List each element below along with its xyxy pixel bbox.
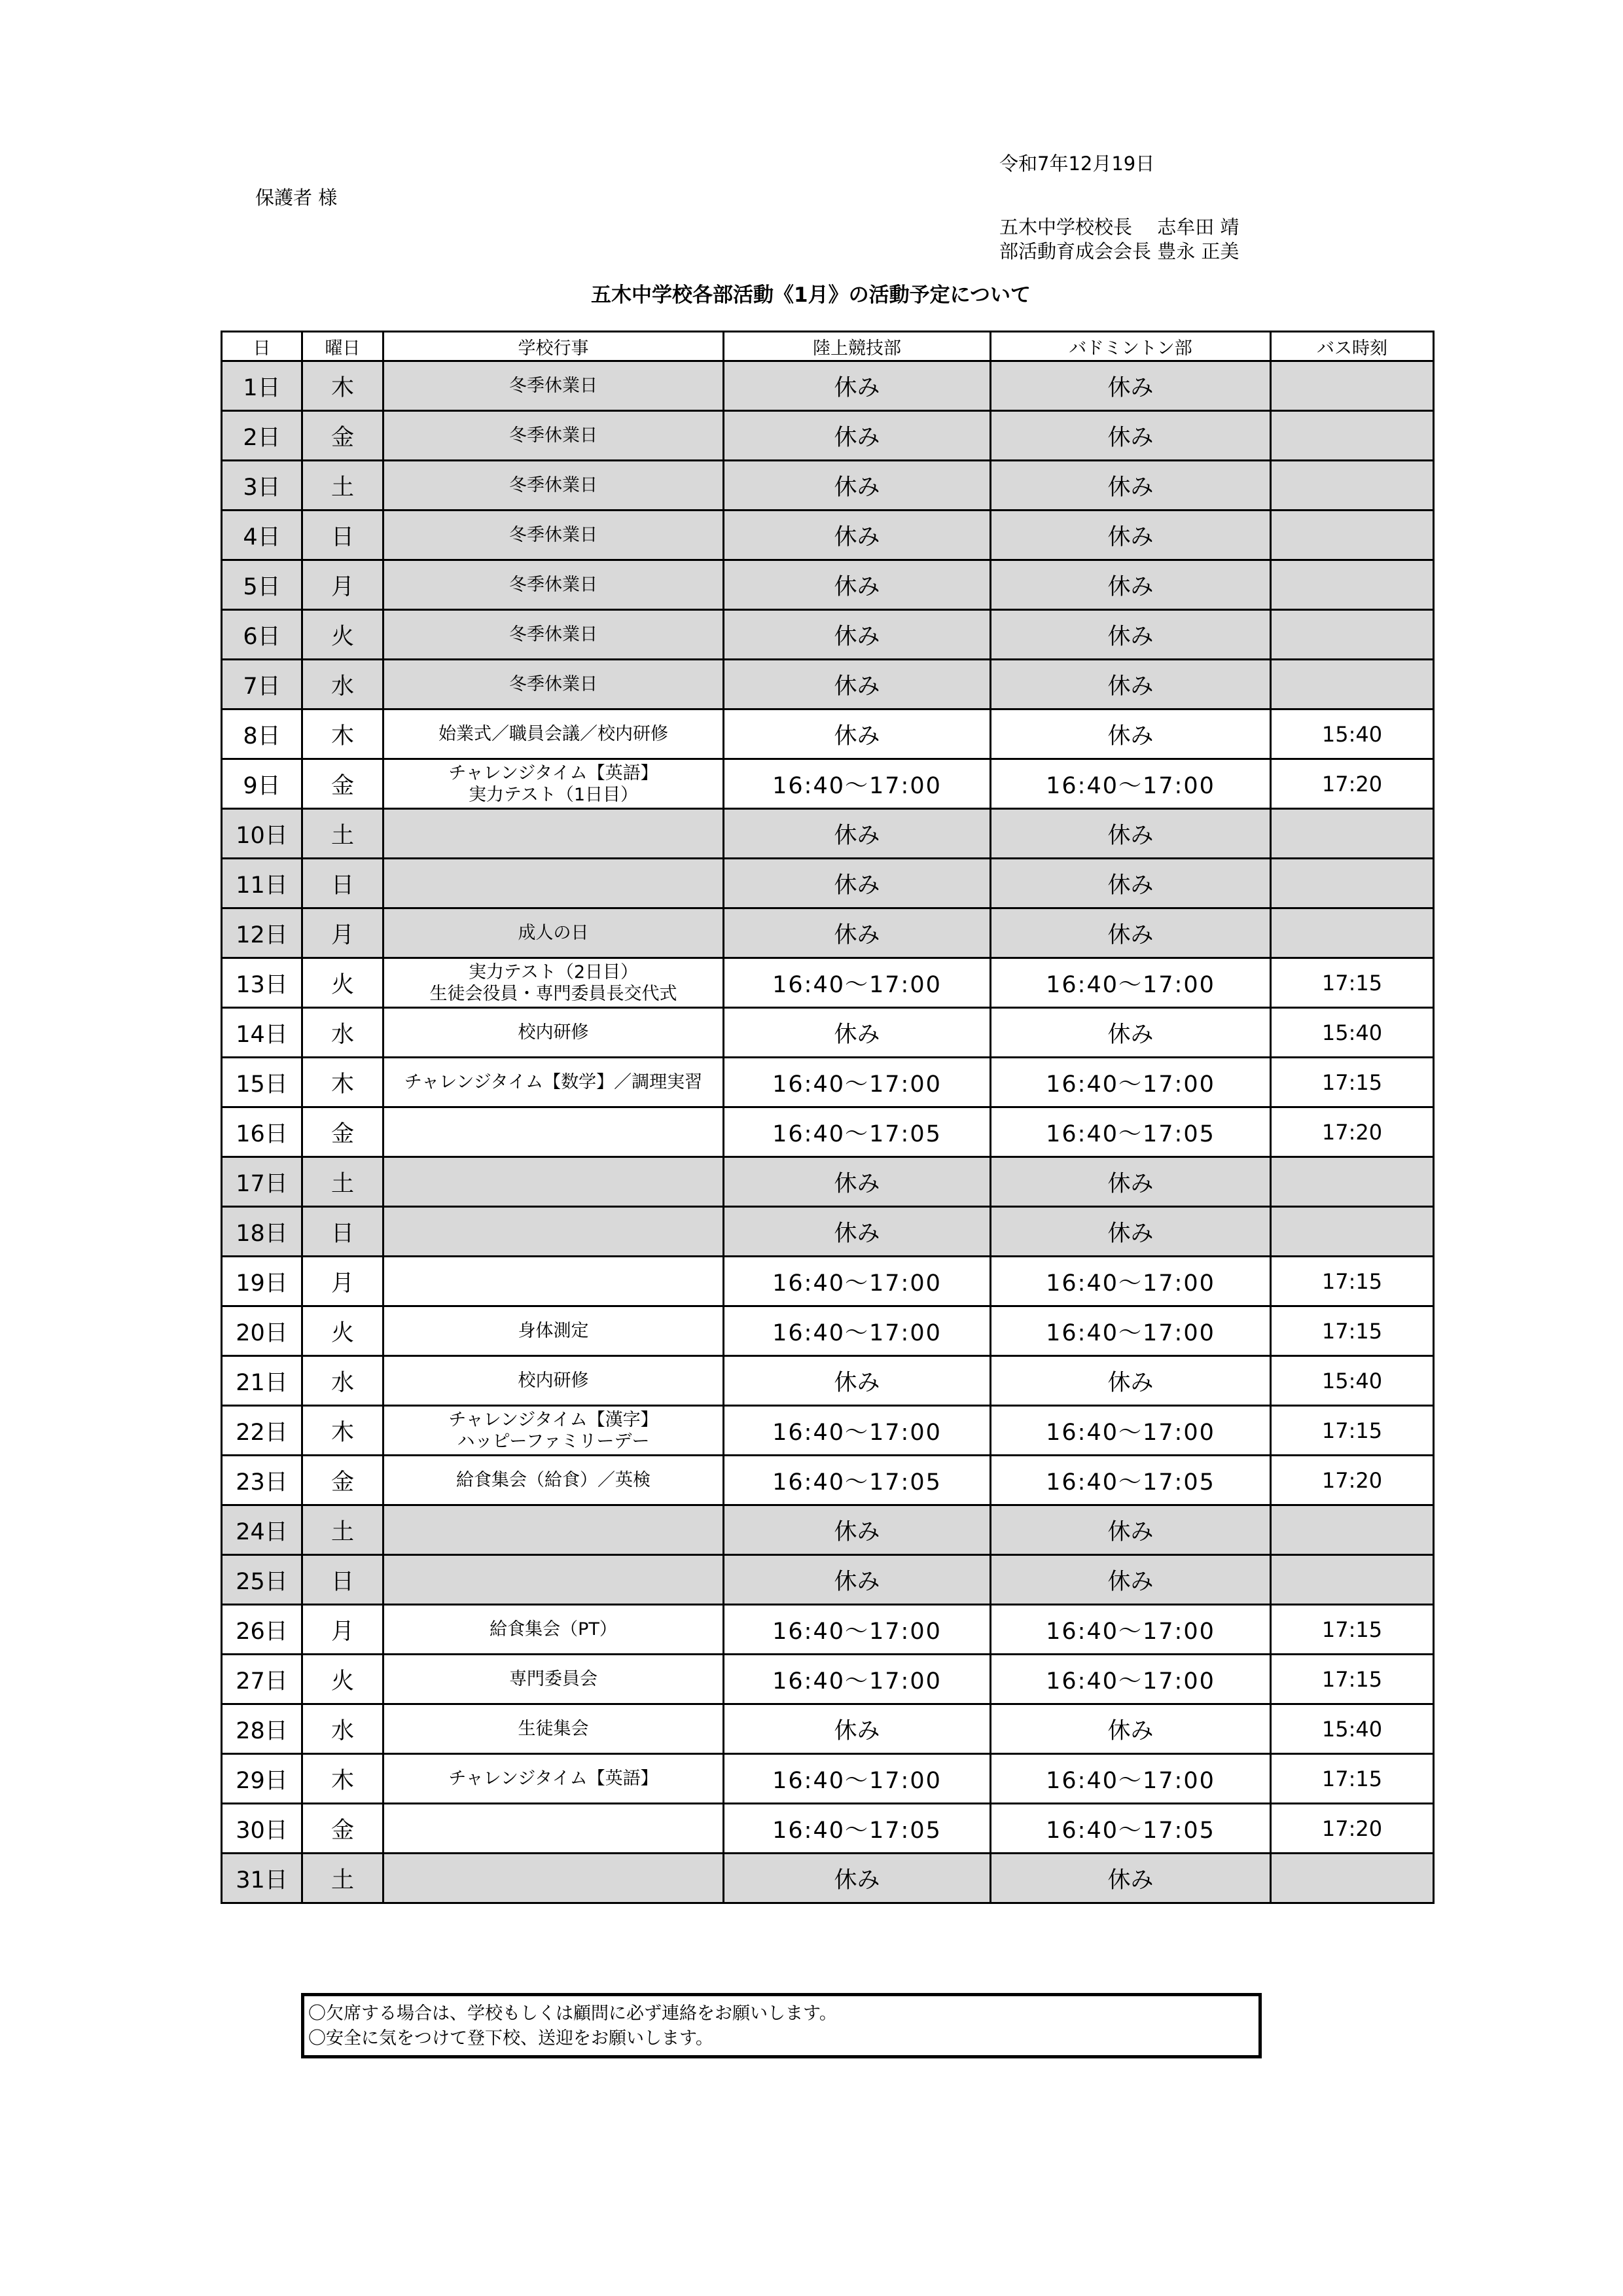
bus-time-cell: 15:40 — [1271, 709, 1434, 759]
bus-time-cell — [1271, 1555, 1434, 1605]
badminton-club-cell: 休み — [991, 610, 1271, 660]
day-cell: 23日 — [222, 1456, 302, 1505]
badminton-club-cell: 休み — [991, 461, 1271, 511]
track-club-cell: 休み — [724, 1854, 991, 1903]
day-cell: 7日 — [222, 660, 302, 709]
school-event-line: 冬季休業日 — [509, 575, 597, 595]
table-row — [222, 1505, 1434, 1555]
weekday-cell: 金 — [302, 1804, 383, 1854]
day-cell: 2日 — [222, 411, 302, 461]
day-cell: 8日 — [222, 709, 302, 759]
table-row — [222, 1406, 1434, 1456]
track-club-cell: 休み — [724, 1555, 991, 1605]
table-row — [222, 1008, 1434, 1058]
bus-time-cell: 17:20 — [1271, 1456, 1434, 1505]
badminton-club-cell: 休み — [991, 511, 1271, 560]
track-club-cell: 16:40〜17:00 — [724, 1754, 991, 1804]
day-cell: 27日 — [222, 1655, 302, 1704]
weekday-cell: 木 — [302, 361, 383, 411]
badminton-club-cell: 休み — [991, 361, 1271, 411]
day-cell: 22日 — [222, 1406, 302, 1456]
bus-time-cell — [1271, 1157, 1434, 1207]
bus-time-cell — [1271, 1505, 1434, 1555]
bus-time-cell: 17:15 — [1271, 1058, 1434, 1107]
day-cell: 10日 — [222, 809, 302, 859]
day-cell: 1日 — [222, 361, 302, 411]
school-event-line: 冬季休業日 — [509, 425, 597, 446]
track-club-cell: 休み — [724, 660, 991, 709]
badminton-club-cell: 16:40〜17:05 — [991, 1456, 1271, 1505]
table-header-row — [222, 332, 1434, 361]
school-event-line: チャレンジタイム【数学】／調理実習 — [404, 1072, 703, 1092]
table-row — [222, 1704, 1434, 1754]
school-event-cell — [383, 1107, 724, 1157]
school-event-cell — [383, 1207, 724, 1257]
table-row — [222, 709, 1434, 759]
sender-principal: 五木中学校校長 志牟田 靖 — [999, 216, 1240, 238]
table-row — [222, 958, 1434, 1008]
day-cell: 3日 — [222, 461, 302, 511]
school-event-cell — [383, 511, 724, 560]
school-event-line: 始業式／職員会議／校内研修 — [438, 724, 668, 744]
school-event-cell — [383, 1058, 724, 1107]
bus-time-cell: 17:20 — [1271, 759, 1434, 809]
badminton-club-cell: 16:40〜17:00 — [991, 1605, 1271, 1655]
school-event-line: 冬季休業日 — [509, 624, 597, 645]
weekday-cell: 日 — [302, 1555, 383, 1605]
table-row — [222, 511, 1434, 560]
bus-time-cell: 15:40 — [1271, 1008, 1434, 1058]
track-club-cell: 16:40〜17:00 — [724, 759, 991, 809]
bus-time-cell: 17:15 — [1271, 1257, 1434, 1306]
header-track-club: 陸上競技部 — [724, 332, 991, 361]
school-event-cell — [383, 859, 724, 908]
day-cell: 19日 — [222, 1257, 302, 1306]
school-event-line: チャレンジタイム【英語】 — [448, 1768, 658, 1789]
weekday-cell: 木 — [302, 1406, 383, 1456]
table-row — [222, 1107, 1434, 1157]
school-event-cell — [383, 560, 724, 610]
bus-time-cell — [1271, 1854, 1434, 1903]
school-event-cell — [383, 1356, 724, 1406]
school-event-cell — [383, 660, 724, 709]
track-club-cell: 休み — [724, 1207, 991, 1257]
table-row — [222, 809, 1434, 859]
badminton-club-cell: 休み — [991, 560, 1271, 610]
bus-time-cell — [1271, 809, 1434, 859]
note-absence: 〇欠席する場合は、学校もしくは顧問に必ず連絡をお願いします。 — [308, 2003, 837, 2024]
school-event-cell — [383, 1505, 724, 1555]
header-badminton-club: バドミントン部 — [991, 332, 1271, 361]
track-club-cell: 16:40〜17:00 — [724, 1257, 991, 1306]
school-event-cell — [383, 361, 724, 411]
school-event-cell — [383, 461, 724, 511]
weekday-cell: 金 — [302, 411, 383, 461]
school-event-cell — [383, 1008, 724, 1058]
school-event-cell — [383, 1306, 724, 1356]
school-event-cell — [383, 1804, 724, 1854]
school-event-cell — [383, 809, 724, 859]
track-club-cell: 休み — [724, 511, 991, 560]
day-cell: 20日 — [222, 1306, 302, 1356]
weekday-cell: 木 — [302, 1754, 383, 1804]
day-cell: 16日 — [222, 1107, 302, 1157]
school-event-cell — [383, 709, 724, 759]
track-club-cell: 休み — [724, 411, 991, 461]
table-row — [222, 908, 1434, 958]
day-cell: 17日 — [222, 1157, 302, 1207]
school-event-line: 給食集会（給食）／英検 — [456, 1470, 651, 1490]
track-club-cell: 16:40〜17:00 — [724, 1058, 991, 1107]
bus-time-cell — [1271, 411, 1434, 461]
badminton-club-cell: 休み — [991, 809, 1271, 859]
school-event-line: 冬季休業日 — [509, 475, 597, 495]
weekday-cell: 月 — [302, 1257, 383, 1306]
table-row — [222, 1655, 1434, 1704]
schedule-table — [221, 331, 1435, 1904]
track-club-cell: 休み — [724, 709, 991, 759]
badminton-club-cell: 休み — [991, 859, 1271, 908]
recipient: 保護者 様 — [255, 187, 338, 209]
bus-time-cell: 15:40 — [1271, 1356, 1434, 1406]
track-club-cell: 休み — [724, 908, 991, 958]
weekday-cell: 木 — [302, 709, 383, 759]
track-club-cell: 16:40〜17:00 — [724, 1306, 991, 1356]
track-club-cell: 16:40〜17:00 — [724, 1406, 991, 1456]
bus-time-cell: 17:15 — [1271, 1754, 1434, 1804]
bus-time-cell — [1271, 610, 1434, 660]
school-event-cell — [383, 1754, 724, 1804]
day-cell: 4日 — [222, 511, 302, 560]
school-event-cell — [383, 1157, 724, 1207]
day-cell: 30日 — [222, 1804, 302, 1854]
table-row — [222, 1754, 1434, 1804]
table-row — [222, 1854, 1434, 1903]
weekday-cell: 土 — [302, 1505, 383, 1555]
school-event-cell — [383, 759, 724, 809]
track-club-cell: 休み — [724, 560, 991, 610]
weekday-cell: 月 — [302, 908, 383, 958]
badminton-club-cell: 16:40〜17:05 — [991, 1804, 1271, 1854]
badminton-club-cell: 16:40〜17:00 — [991, 958, 1271, 1008]
badminton-club-cell: 休み — [991, 1157, 1271, 1207]
day-cell: 31日 — [222, 1854, 302, 1903]
school-event-line: 実力テスト（2日目） — [468, 961, 639, 982]
school-event-cell — [383, 1456, 724, 1505]
bus-time-cell — [1271, 361, 1434, 411]
track-club-cell: 休み — [724, 1505, 991, 1555]
day-cell: 25日 — [222, 1555, 302, 1605]
school-event-line: 校内研修 — [518, 1371, 589, 1391]
badminton-club-cell: 16:40〜17:00 — [991, 1406, 1271, 1456]
weekday-cell: 土 — [302, 1854, 383, 1903]
school-event-line: 生徒集会 — [518, 1719, 589, 1739]
table-row — [222, 1058, 1434, 1107]
school-event-cell — [383, 958, 724, 1008]
badminton-club-cell: 16:40〜17:00 — [991, 1257, 1271, 1306]
bus-time-cell: 17:15 — [1271, 1406, 1434, 1456]
weekday-cell: 土 — [302, 461, 383, 511]
header-day: 日 — [222, 332, 302, 361]
badminton-club-cell: 16:40〜17:00 — [991, 1754, 1271, 1804]
school-event-line: 給食集会（PT） — [490, 1619, 617, 1640]
day-cell: 29日 — [222, 1754, 302, 1804]
notes-box — [301, 1993, 1262, 2058]
table-row — [222, 1356, 1434, 1406]
school-event-cell — [383, 1406, 724, 1456]
badminton-club-cell: 休み — [991, 1356, 1271, 1406]
school-event-cell — [383, 610, 724, 660]
school-event-cell — [383, 1555, 724, 1605]
weekday-cell: 木 — [302, 1058, 383, 1107]
day-cell: 14日 — [222, 1008, 302, 1058]
bus-time-cell: 15:40 — [1271, 1704, 1434, 1754]
weekday-cell: 日 — [302, 859, 383, 908]
school-event-line: 成人の日 — [518, 923, 589, 943]
track-club-cell: 休み — [724, 1157, 991, 1207]
track-club-cell: 休み — [724, 1356, 991, 1406]
table-row — [222, 1157, 1434, 1207]
header-bus-time: バス時刻 — [1271, 332, 1434, 361]
table-row — [222, 1555, 1434, 1605]
track-club-cell: 16:40〜17:00 — [724, 958, 991, 1008]
track-club-cell: 休み — [724, 361, 991, 411]
school-event-line: 冬季休業日 — [509, 674, 597, 694]
bus-time-cell — [1271, 511, 1434, 560]
badminton-club-cell: 休み — [991, 1207, 1271, 1257]
bus-time-cell — [1271, 660, 1434, 709]
school-event-line: 冬季休業日 — [509, 525, 597, 545]
table-row — [222, 1804, 1434, 1854]
weekday-cell: 日 — [302, 511, 383, 560]
header-school-event: 学校行事 — [383, 332, 724, 361]
weekday-cell: 日 — [302, 1207, 383, 1257]
badminton-club-cell: 休み — [991, 1555, 1271, 1605]
school-event-cell — [383, 1704, 724, 1754]
table-row — [222, 361, 1434, 411]
bus-time-cell: 17:20 — [1271, 1107, 1434, 1157]
day-cell: 18日 — [222, 1207, 302, 1257]
table-row — [222, 1605, 1434, 1655]
document-title: 五木中学校各部活動《1月》の活動予定について — [591, 283, 1031, 307]
badminton-club-cell: 休み — [991, 1854, 1271, 1903]
school-event-cell — [383, 1605, 724, 1655]
weekday-cell: 金 — [302, 1456, 383, 1505]
table-row — [222, 1257, 1434, 1306]
badminton-club-cell: 16:40〜17:05 — [991, 1107, 1271, 1157]
day-cell: 6日 — [222, 610, 302, 660]
day-cell: 26日 — [222, 1605, 302, 1655]
track-club-cell: 16:40〜17:00 — [724, 1655, 991, 1704]
table-row — [222, 1306, 1434, 1356]
weekday-cell: 火 — [302, 610, 383, 660]
table-row — [222, 1456, 1434, 1505]
note-safety: 〇安全に気をつけて登下校、送迎をお願いします。 — [308, 2028, 713, 2049]
school-event-line: チャレンジタイム【漢字】 — [448, 1409, 658, 1430]
track-club-cell: 休み — [724, 1008, 991, 1058]
school-event-line: ハッピーファミリーデー — [457, 1431, 650, 1452]
issue-date: 令和7年12月19日 — [999, 152, 1155, 175]
bus-time-cell — [1271, 1207, 1434, 1257]
weekday-cell: 土 — [302, 1157, 383, 1207]
header-weekday: 曜日 — [302, 332, 383, 361]
day-cell: 28日 — [222, 1704, 302, 1754]
weekday-cell: 火 — [302, 1306, 383, 1356]
bus-time-cell: 17:15 — [1271, 958, 1434, 1008]
day-cell: 15日 — [222, 1058, 302, 1107]
badminton-club-cell: 16:40〜17:00 — [991, 1306, 1271, 1356]
track-club-cell: 16:40〜17:05 — [724, 1456, 991, 1505]
badminton-club-cell: 16:40〜17:00 — [991, 759, 1271, 809]
badminton-club-cell: 休み — [991, 709, 1271, 759]
weekday-cell: 水 — [302, 1356, 383, 1406]
track-club-cell: 休み — [724, 610, 991, 660]
badminton-club-cell: 休み — [991, 1505, 1271, 1555]
school-event-cell — [383, 1655, 724, 1704]
weekday-cell: 水 — [302, 1704, 383, 1754]
school-event-cell — [383, 908, 724, 958]
day-cell: 11日 — [222, 859, 302, 908]
day-cell: 13日 — [222, 958, 302, 1008]
table-row — [222, 859, 1434, 908]
track-club-cell: 休み — [724, 461, 991, 511]
badminton-club-cell: 16:40〜17:00 — [991, 1058, 1271, 1107]
track-club-cell: 休み — [724, 859, 991, 908]
school-event-line: 冬季休業日 — [509, 376, 597, 396]
bus-time-cell: 17:20 — [1271, 1804, 1434, 1854]
bus-time-cell — [1271, 560, 1434, 610]
day-cell: 5日 — [222, 560, 302, 610]
bus-time-cell — [1271, 859, 1434, 908]
table-row — [222, 759, 1434, 809]
school-event-cell — [383, 1257, 724, 1306]
badminton-club-cell: 休み — [991, 908, 1271, 958]
track-club-cell: 16:40〜17:00 — [724, 1605, 991, 1655]
track-club-cell: 休み — [724, 1704, 991, 1754]
table-row — [222, 660, 1434, 709]
weekday-cell: 金 — [302, 1107, 383, 1157]
bus-time-cell — [1271, 908, 1434, 958]
school-event-cell — [383, 1854, 724, 1903]
school-event-line: チャレンジタイム【英語】 — [448, 762, 658, 783]
weekday-cell: 月 — [302, 560, 383, 610]
weekday-cell: 水 — [302, 1008, 383, 1058]
weekday-cell: 火 — [302, 1655, 383, 1704]
track-club-cell: 16:40〜17:05 — [724, 1107, 991, 1157]
day-cell: 12日 — [222, 908, 302, 958]
table-row — [222, 411, 1434, 461]
table-row — [222, 560, 1434, 610]
school-event-cell — [383, 411, 724, 461]
school-event-line: 校内研修 — [518, 1022, 589, 1043]
table-row — [222, 610, 1434, 660]
badminton-club-cell: 休み — [991, 411, 1271, 461]
track-club-cell: 休み — [724, 809, 991, 859]
bus-time-cell: 17:15 — [1271, 1605, 1434, 1655]
bus-time-cell: 17:15 — [1271, 1306, 1434, 1356]
school-event-line: 実力テスト（1日目） — [468, 784, 639, 805]
day-cell: 9日 — [222, 759, 302, 809]
weekday-cell: 金 — [302, 759, 383, 809]
school-event-line: 身体測定 — [518, 1321, 589, 1341]
badminton-club-cell: 休み — [991, 1704, 1271, 1754]
badminton-club-cell: 休み — [991, 1008, 1271, 1058]
school-event-line: 生徒会役員・専門委員長交代式 — [429, 983, 677, 1004]
badminton-club-cell: 休み — [991, 660, 1271, 709]
track-club-cell: 16:40〜17:05 — [724, 1804, 991, 1854]
weekday-cell: 火 — [302, 958, 383, 1008]
weekday-cell: 水 — [302, 660, 383, 709]
table-row — [222, 1207, 1434, 1257]
day-cell: 21日 — [222, 1356, 302, 1406]
school-event-line: 専門委員会 — [509, 1669, 597, 1689]
bus-time-cell: 17:15 — [1271, 1655, 1434, 1704]
sender-association-chair: 部活動育成会会長 豊永 正美 — [999, 240, 1240, 262]
bus-time-cell — [1271, 461, 1434, 511]
table-row — [222, 461, 1434, 511]
day-cell: 24日 — [222, 1505, 302, 1555]
badminton-club-cell: 16:40〜17:00 — [991, 1655, 1271, 1704]
weekday-cell: 月 — [302, 1605, 383, 1655]
weekday-cell: 土 — [302, 809, 383, 859]
